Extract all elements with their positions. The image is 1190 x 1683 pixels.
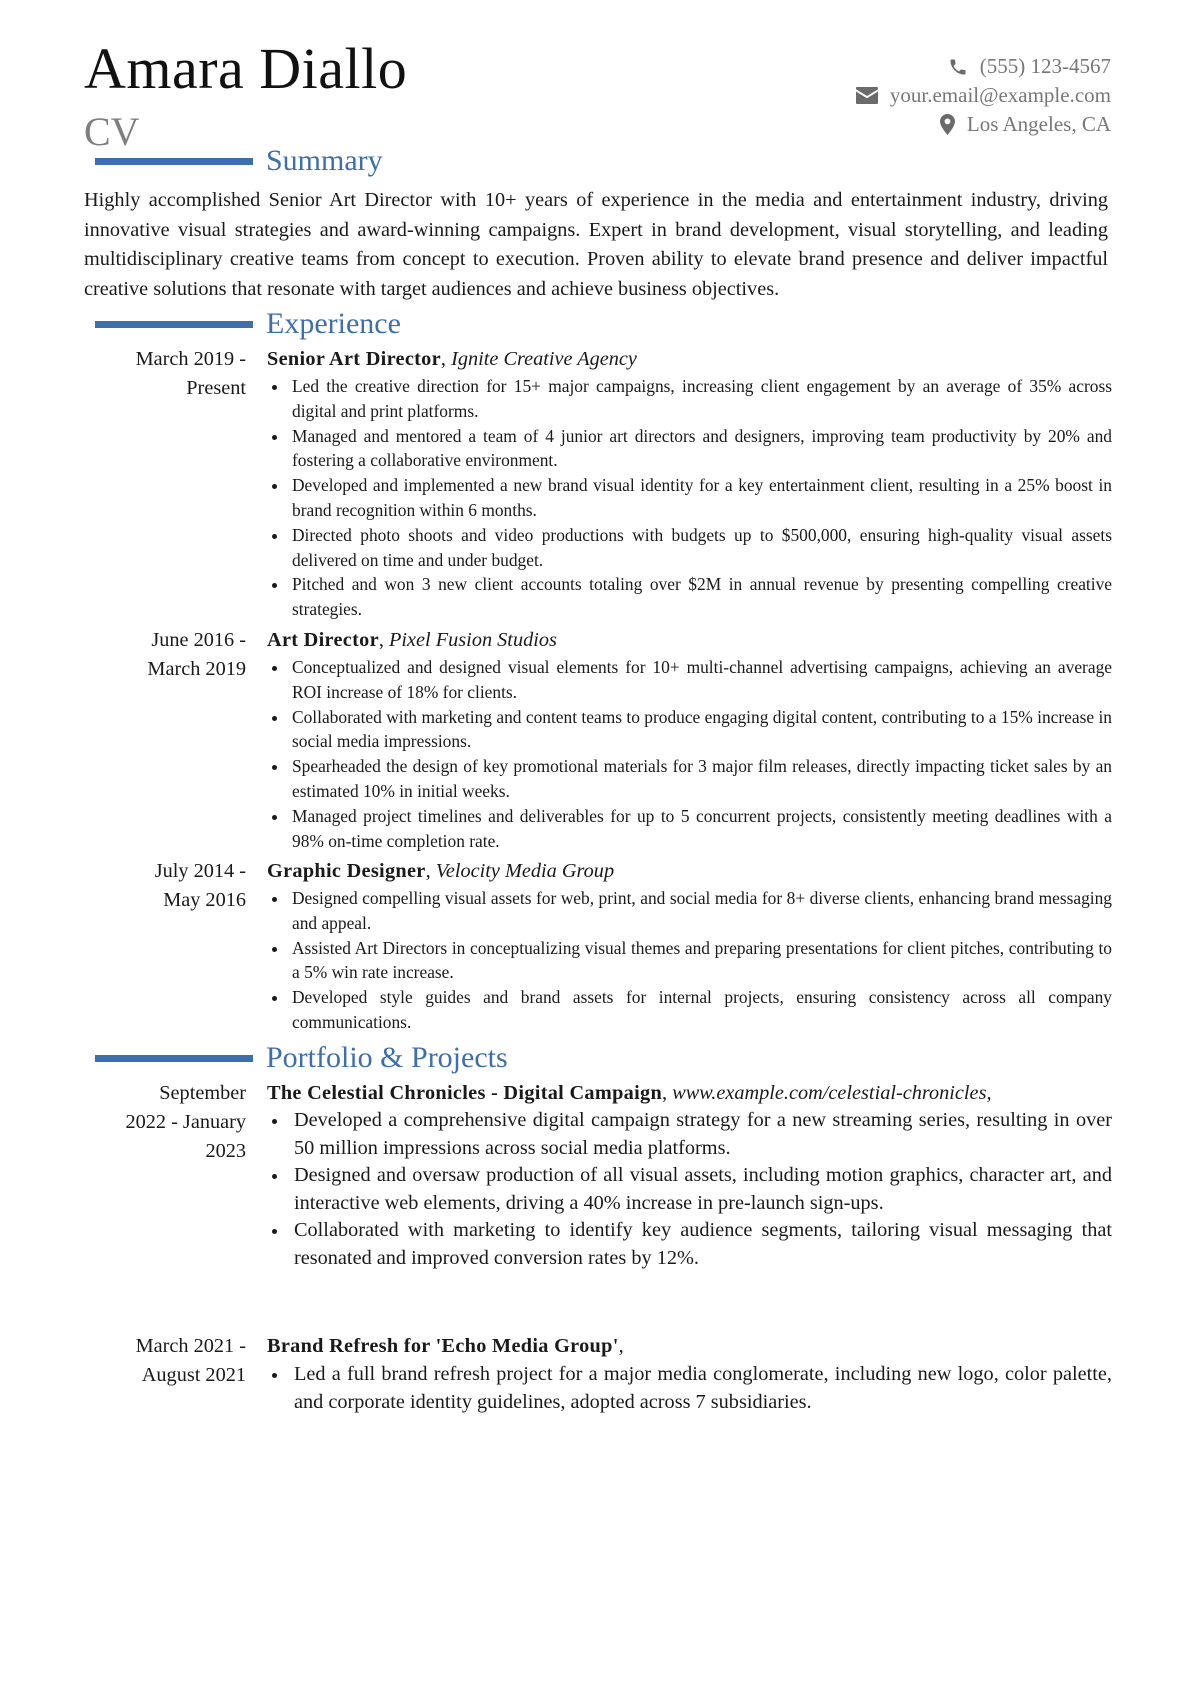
date-start: June 2016 - xyxy=(151,629,246,651)
section-title: Experience xyxy=(266,307,401,340)
date-line: August 2021 xyxy=(141,1364,246,1386)
achievement-list xyxy=(267,655,1112,853)
list-item: Designed and oversaw production of all visual assets, including motion graphics, character art, and interactive web elements, driving a 40% increase in pre-launch sign-ups. xyxy=(267,1162,1112,1217)
list-item: Spearheaded the design of key promotional materials for 3 major film releases, directly impacting ticket sales by an estimated 10% in initial weeks. xyxy=(267,754,1112,804)
job-role: Art Director xyxy=(267,629,379,651)
section-accent-bar xyxy=(95,158,253,165)
date-line: September xyxy=(159,1082,246,1104)
contact-block xyxy=(856,52,1111,139)
summary-text: Highly accomplished Senior Art Director with 10+ years of experience in the media and entertainment industry, driving innovative visual strategies and award-winning campaigns. Expert in brand development, visual storytelling, and leading multidisciplinary creative teams from concept to execution. Proven ability to elevate brand presence and deliver impactful creative solutions that resonate with target audiences and achieve business objectives. xyxy=(84,189,1108,300)
section-header-portfolio xyxy=(95,1041,1095,1075)
project-name: Brand Refresh for 'Echo Media Group' xyxy=(267,1335,619,1357)
job-role: Graphic Designer xyxy=(267,860,426,882)
entry-title xyxy=(267,626,1112,655)
document-kind: CV xyxy=(84,109,140,154)
separator: , xyxy=(986,1082,992,1104)
list-item: Led the creative direction for 15+ major campaigns, increasing client engagement by an average of 35% across digital and print platforms. xyxy=(267,374,1112,424)
list-item: Collaborated with marketing and content teams to produce engaging digital content, contributing to a 15% increase in social media impressions. xyxy=(267,705,1112,755)
project-name: The Celestial Chronicles - Digital Campaign xyxy=(267,1082,663,1104)
entry-title xyxy=(267,345,1112,374)
separator: , xyxy=(662,1082,673,1104)
list-item: Managed project timelines and deliverables for up to 5 concurrent projects, consistently meeting deadlines with a 98% on-time completion rate. xyxy=(267,804,1112,854)
contact-location xyxy=(856,110,1111,139)
phone-icon xyxy=(948,57,968,77)
project-link[interactable]: www.example.com/celestial-chronicles xyxy=(672,1082,987,1104)
entry-date xyxy=(84,626,246,684)
separator: , xyxy=(618,1335,624,1357)
entry-body xyxy=(267,1332,1112,1416)
entry-body xyxy=(267,345,1112,622)
entry-title xyxy=(267,1332,1112,1361)
list-item: Managed and mentored a team of 4 junior art directors and designers, improving team productivity by 20% and fostering a collaborative environment. xyxy=(267,424,1112,474)
entry-body xyxy=(267,626,1112,853)
section-header-summary xyxy=(95,144,1095,178)
envelope-icon xyxy=(856,87,878,104)
map-pin-icon xyxy=(940,114,955,135)
entry-body xyxy=(267,1079,1112,1272)
section-title: Portfolio & Projects xyxy=(266,1041,508,1074)
entry-title xyxy=(267,857,1112,886)
phone-number[interactable]: (555) 123-4567 xyxy=(979,54,1111,78)
entry-body xyxy=(267,857,1112,1035)
entry-title xyxy=(267,1079,1112,1107)
list-item: Developed and implemented a new brand visual identity for a key entertainment client, resulting in a 25% boost in brand recognition within 6 months. xyxy=(267,473,1112,523)
achievement-list xyxy=(267,886,1112,1035)
list-item: Led a full brand refresh project for a major media conglomerate, including new logo, color palette, and corporate identity guidelines, adopted across 7 subsidiaries. xyxy=(267,1361,1112,1416)
separator: , xyxy=(425,860,436,882)
list-item: Conceptualized and designed visual elements for 10+ multi-channel advertising campaigns, achieving an average ROI increase of 18% for clients. xyxy=(267,655,1112,705)
job-role: Senior Art Director xyxy=(267,348,441,370)
achievement-list xyxy=(267,374,1112,622)
achievement-list xyxy=(267,1361,1112,1416)
entry-date xyxy=(84,345,246,403)
company-name: Velocity Media Group xyxy=(435,860,615,882)
contact-email xyxy=(856,81,1111,110)
company-name: Pixel Fusion Studios xyxy=(389,629,557,651)
separator: , xyxy=(440,348,452,370)
email-address[interactable]: your.email@example.com xyxy=(889,83,1111,107)
date-end: March 2019 xyxy=(147,658,246,680)
list-item: Developed a comprehensive digital campaign strategy for a new streaming series, resulting in over 50 million impressions across social media platforms. xyxy=(267,1107,1112,1162)
company-name: Ignite Creative Agency xyxy=(451,348,637,370)
list-item: Developed style guides and brand assets for internal projects, ensuring consistency across all company communications. xyxy=(267,985,1112,1035)
list-item: Assisted Art Directors in conceptualizing visual themes and preparing presentations for client pitches, contributing to a 5% win rate increase. xyxy=(267,936,1112,986)
entry-date xyxy=(84,1079,246,1166)
section-title: Summary xyxy=(266,144,383,177)
entry-date xyxy=(84,1332,246,1390)
list-item: Directed photo shoots and video productions with budgets up to $500,000, ensuring high-quality visual assets delivered on time and under budget. xyxy=(267,523,1112,573)
date-start: March 2019 - xyxy=(135,348,246,370)
date-line: March 2021 - xyxy=(135,1335,246,1357)
list-item: Collaborated with marketing to identify key audience segments, tailoring visual messaging that resonated and improved conversion rates by 12%. xyxy=(267,1217,1112,1272)
section-accent-bar xyxy=(95,1055,253,1062)
person-name: Amara Diallo xyxy=(84,36,408,101)
date-line: 2023 xyxy=(205,1140,246,1162)
date-line: 2022 - January xyxy=(125,1111,246,1133)
separator: , xyxy=(378,629,390,651)
contact-phone xyxy=(856,52,1111,81)
achievement-list xyxy=(267,1107,1112,1272)
location-text: Los Angeles, CA xyxy=(966,112,1111,136)
date-end: May 2016 xyxy=(163,889,246,911)
list-item: Designed compelling visual assets for web, print, and social media for 8+ diverse clients, enhancing brand messaging and appeal. xyxy=(267,886,1112,936)
list-item: Pitched and won 3 new client accounts totaling over $2M in annual revenue by presenting compelling creative strategies. xyxy=(267,572,1112,622)
date-end: Present xyxy=(186,377,246,399)
section-header-experience xyxy=(95,307,1095,341)
date-start: July 2014 - xyxy=(154,860,246,882)
entry-date xyxy=(84,857,246,915)
section-accent-bar xyxy=(95,321,253,328)
